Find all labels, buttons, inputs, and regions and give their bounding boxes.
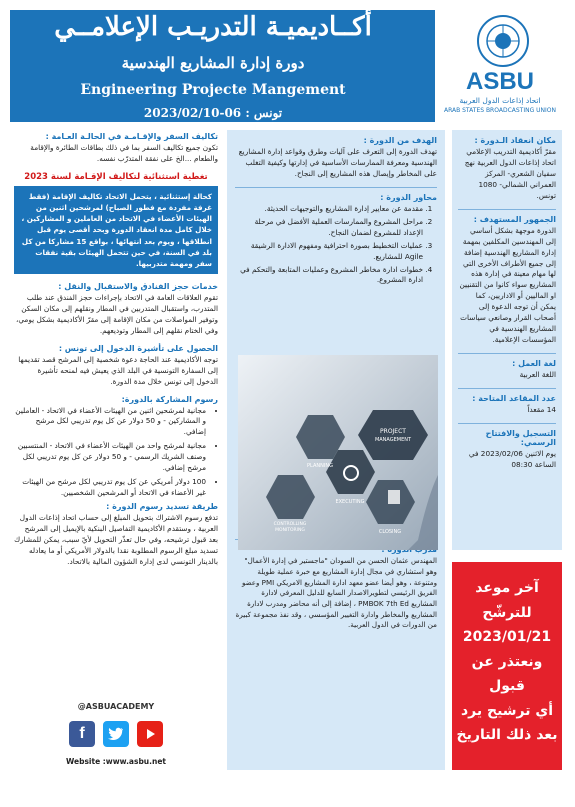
travel-heading: تكاليف السفر والإقـامـة في الحالـة العـامة :: [45, 132, 218, 141]
hotel-heading: خدمات حجز الفنادق والاستقبال والنقل :: [58, 281, 218, 291]
registration-section: [458, 429, 556, 471]
youtube-icon[interactable]: [137, 721, 163, 747]
payment-heading: طريقة تسديد رسوم الدورة :: [106, 502, 218, 512]
fees-list: [14, 406, 218, 500]
social-icons: [10, 721, 222, 747]
list-item: • مجانية لمرشحين اثنين من الهيئات الأعضاء في الاتحاد - العاملين و المشاركين - و 50 دولار عن كل يوم تدريبي لكل مرشح إضافي.: [14, 406, 206, 439]
info-column: [452, 130, 562, 550]
list-item: 3. عمليات التخطيط بصورة احترافية ومفهوم الادارة الرشيقة Agile للمشاريع.: [235, 241, 423, 263]
asbu-logo: [435, 10, 565, 122]
trainer-text: المهندس عثمان الحسن من السودان "ماجستير في إدارة الأعمال" وهو استشاري في مجال إدارة المشاريع مع خبرة عملية طويلة ومتنوعة ، وهو أيضا عضو معهد ادارة المشاريع الامريكي PMI وعضو الفريق الرئيسي لتطويرالاصدار السابع للدليل المعرفي لادارة المشاريع PMBOK 7th Ed ، إضافة إلى أنه محاضر ومدرب لادارة المشاريع والمخاطر وادارة التغيير المؤسسي ، وقد نفذ مجموعة كبيرة من الدورات في الدول العربية.: [235, 556, 437, 630]
seal-icon: [477, 15, 529, 67]
svg-text:MANAGEMENT: MANAGEMENT: [374, 437, 412, 443]
website-link[interactable]: Website :www.asbu.net: [65, 757, 167, 766]
social-footer: [10, 700, 222, 790]
section-text: 14 مقعداً: [527, 404, 556, 414]
venue-section: [458, 136, 556, 202]
section-heading: لغة العمل :: [512, 359, 556, 368]
facebook-icon[interactable]: f: [69, 721, 95, 747]
section-heading: مكان انعقاد الـدورة :: [474, 136, 556, 145]
audience-section: [458, 215, 556, 346]
twitter-icon[interactable]: [103, 721, 129, 747]
payment-text: تدفع رسوم الاشتراك بتحويل المبلغ إلى حساب اتحاد إذاعات الدول العربية ، وستقدم الأكاديمية التفاصيل البنكية بالإيميل إلى المرشح بعد قبول ترشيحه، وفي حال تعذّر التحويل لأيّ سبب، يمكن للمشارك تسديد مبلغ الرسوم المطلوبة نقدا بالدولار الأمريكي أو ما يعادله بالدينار التونسي لدى إدارة الشؤون المالية بالاتحاد.: [14, 513, 218, 566]
page-title: أكــاديميـة التدريـب الإعلامــي: [54, 12, 372, 42]
section-text: يوم الاثنين 2023/02/06 في الساعة 08:30: [468, 448, 556, 469]
course-subtitle: دورة إدارة المشاريع الهندسية: [121, 54, 305, 72]
fees-heading: رسوم المشاركة بالدورة:: [121, 394, 218, 404]
project-management-image: [238, 355, 438, 550]
deadline-line: أي ترشيح يرد: [460, 702, 554, 719]
deadline-line: للترشّح: [482, 604, 532, 621]
visa-heading: الحصول على تأشيرة الدخول إلى تونس :: [58, 343, 218, 353]
axes-list: [235, 204, 437, 287]
list-item: • مجانية لمرشح واحد من الهيئات الأعضاء في الاتحاد - المنتسبين وصنف الشريك الرسمي - و 50 دولار عن كل يوم تدريبي لكل مرشح إضافي.: [14, 441, 206, 474]
section-heading: التسجيل والافتتاح الرسمي:: [485, 428, 556, 447]
section-heading: عدد المقاعد المتاحة :: [472, 393, 556, 403]
deadline-line: ونعتذر عن قبول: [471, 653, 543, 694]
course-english-title: Engineering Projecte Mangement: [80, 82, 346, 98]
logo-english-name: ARAB STATES BROADCASTING UNION: [443, 107, 557, 114]
seats-section: [458, 394, 556, 416]
section-text: اللغة العربية: [519, 370, 556, 379]
list-item: 2. مراحل المشروع والممارسات العملية الأفضل في مرحلة الإعداد للمشروع لضمان النجاح.: [235, 217, 423, 239]
special-coverage-heading: تغطية استثنائية لتكاليف الإقـامة لسنة 2023: [24, 171, 208, 182]
photo-label-closing: CLOSING: [378, 529, 402, 535]
deadline-line: آخر موعد: [475, 580, 539, 596]
language-section: [458, 359, 556, 381]
svg-text:MONITORING: MONITORING: [275, 528, 305, 533]
logo-wordmark: ASBU: [465, 68, 534, 95]
list-item: 1. مقدمة عن معايير إدارة المشاريع والتوجيهات الحديثة.: [235, 204, 423, 215]
list-item: • 100 دولار أمريكي عن كل يوم تدريبي لكل مرشح من الهيئات غير الأعضاء في الاتحاد أو المرشحين الشخصيين.: [14, 477, 206, 499]
axes-heading: محاور الدورة :: [380, 192, 437, 202]
list-item: 4. خطوات ادارة مخاطر المشروع وعمليات المتابعة والتحكم في ادارة المشروع.: [235, 265, 423, 287]
visa-text: توجه الأكاديمية عند الحاجة دعوة شخصية إلى المرشح قصد تقديمها إلى السفارة التونسية في البلد الذي يعيش فيه لمنحه تأشيرة الدخول إلى تونس خلال مدة الدورة.: [18, 354, 218, 386]
photo-label-executing: EXECUTING: [335, 499, 365, 505]
photo-label-project-management: PROJECT: [380, 428, 406, 435]
section-heading: الجمهور المستهدف :: [473, 214, 556, 224]
photo-label-planning: PLANNING: [307, 463, 333, 469]
logo-arabic-name: اتحاد إذاعات الدول العربية: [459, 96, 541, 105]
course-date: تونس : 06-2023/02/10: [143, 106, 283, 120]
deadline-date: 2023/01/21: [462, 629, 552, 645]
deadline-box: [452, 562, 562, 770]
travel-text: تكون جميع تكاليف السفر بما في ذلك بطاقات الطائرة والإقامة والطعام ...الخ على نفقة المتدرّب نفسه.: [30, 143, 218, 163]
social-handle: @ASBUACADEMY: [77, 702, 155, 711]
goal-text: تهدف الدورة إلى التعرف على آليات وطرق وقواعد إدارة المشاريع الهندسية ومعرفة الممارسات الأساسية في إدارتها وكيفية التغلب على المخاطر وإيصال هذه المشاريع إلى النجاح.: [238, 147, 437, 178]
photo-label-controlling: CONTROLLING: [273, 522, 307, 527]
goal-heading: الهدف من الدورة :: [363, 136, 437, 145]
logistics-column: [10, 130, 222, 770]
deadline-line: بعد ذلك التاريخ: [456, 727, 558, 743]
special-coverage-text: كحالة إستثنائية ، يتحمل الاتحاد تكاليف الإقامة (فقط غرفة مفردة مع فطور الصباح) لمرشحين اثنين من الهيئات الأعضاء في الاتحاد من العاملين و المشاركين ، خلال كامل مدة انعقاد الدورة وبحد أقصى يوم قبل انطلاقها ، ويوم بعد انتهائها ، بواقع 15 مشاركا من كل بلد في السنة، في حين تتحمل الهيئات بقية نفقات سفر ومهمة متدربيها.: [14, 186, 218, 274]
hotel-text: تقوم العلاقات العامة في الاتحاد بإجراءات حجز الفندق عند طلب المتدرب، واستقبال المتدربين في المطار ونقلهم إلى مكان السكن وتوفير المواصلات من مكان الإقامة إلى مقرّ الأكاديمية بشكل يومي، وفي الختام نقلهم إلى المطار وتوديعهم.: [15, 292, 218, 335]
section-text: الدورة موجهة بشكل أساسي إلى المهندسين المكلفين بمهمة إدارة المشاريع الهندسية إضافة إلى جميع الأطراف الأخرى التي لها مهام معينة في إدارة هذه المشاريع سواء كانوا من التقنيين او الماليين أو الاداريين، كما يمكن أن توجه الدعوة إلى أصحاب القرار وصانعي سياسات المشاريع الهندسية في المؤسسات الإعلامية.: [459, 225, 556, 345]
section-text: مقرّ أكاديمية التدريب الإعلامي اتحاد إذاعات الدول العربية نهج سفيان الشعري- المركز العمراني الشمالي- 1080 تونس.: [464, 147, 556, 200]
